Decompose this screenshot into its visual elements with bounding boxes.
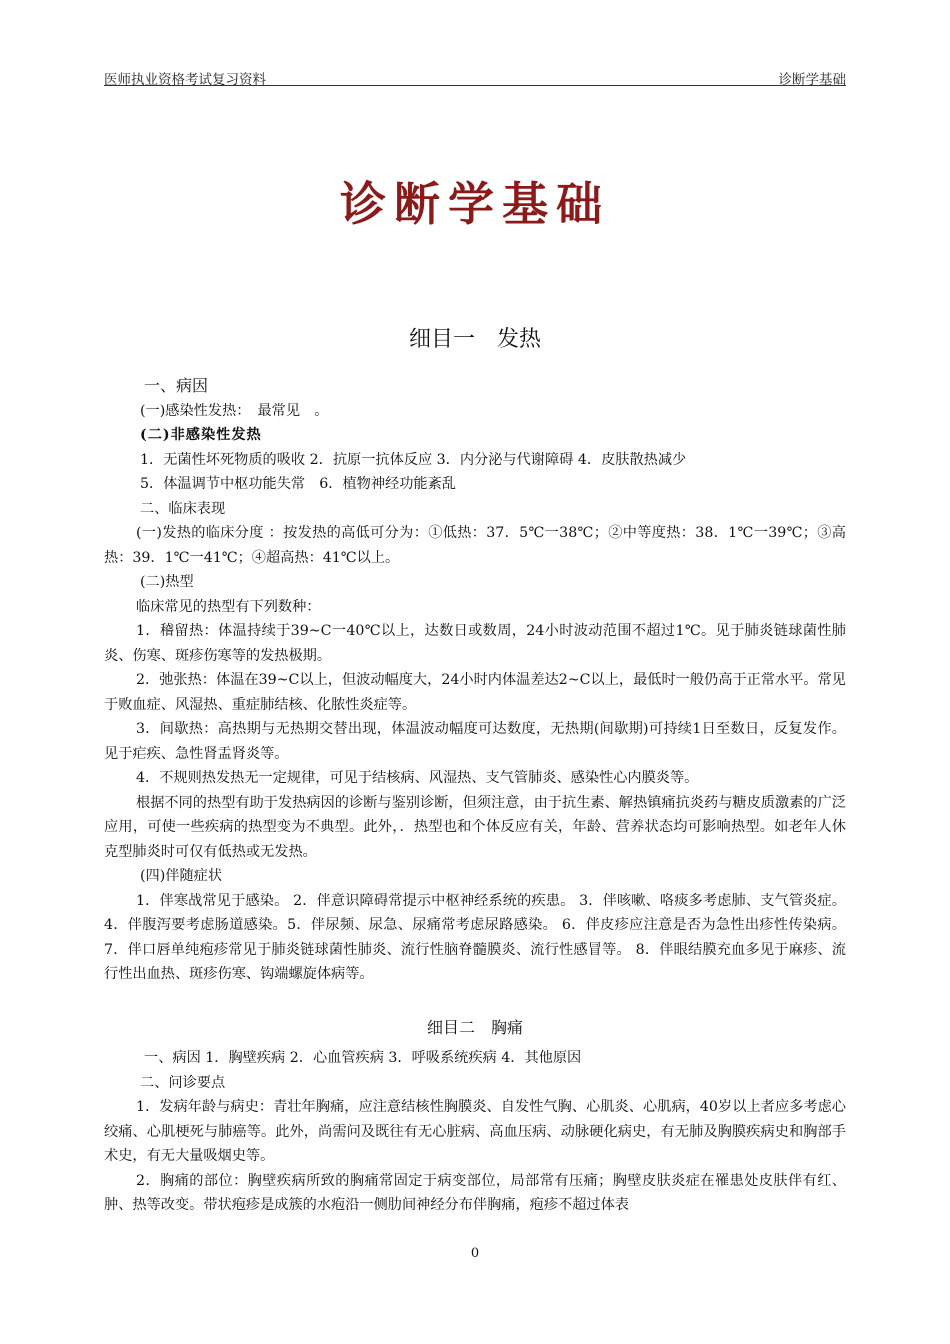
section-chest-pain-body [104,1046,846,1218]
chest-pain-etiology: 一、病因 1．胸壁疾病 2．心血管疾病 3．呼吸系统疾病 4．其他原因 [144,1050,582,1066]
inquiry-point-2: 2．胸痛的部位：胸壁疾病所致的胸痛常固定于病变部位，局部常有压痛；胸壁皮肤炎症在罹患处皮肤伴有红、肿、热等改变。带状疱疹是成簇的水疱沿一侧肋间神经分布伴胸痛，疱疹不超过体表 [104,1172,846,1213]
document-title: 诊断学基础 [340,177,610,231]
page-number: 0 [470,1246,480,1261]
fever-type-4: 4．不规则热发热无一定规律，可见于结核病、风湿热、支气管肺炎、感染性心内膜炎等。 [136,770,699,786]
fever-type-1: 1．稽留热：体温持续于39~C一40℃以上，达数日或数周，24小时波动范围不超过1℃。见于肺炎链球菌性肺炎、伤寒、斑疹伤寒等的发热极期。 [104,623,846,664]
heading-etiology: 一、病因 [144,376,209,395]
page-header [104,64,846,86]
fever-type-note: 根据不同的热型有助于发热病因的诊断与鉴别诊断，但须注意，由于抗生素、解热镇痛抗炎药与糖皮质激素的广泛应用，可使一些疾病的热型变为不典型。此外，．热型也和个体反应有关，年龄、营养状态均可影响热型。如老年人休克型肺炎时可仅有低热或无发热。 [104,794,846,860]
fever-type-intro: 临床常见的热型有下列数种： [136,598,321,615]
header-left-text: 医师执业资格考试复习资料 [104,72,266,88]
heading-clinical: 二、临床表现 [140,500,226,517]
header-rule [104,85,846,86]
inquiry-point-1: 1．发病年龄与病史：青壮年胸痛，应注意结核性胸膜炎、自发性气胸、心肌炎、心肌病，40岁以上者应多考虑心绞痛、心肌梗死与肺癌等。此外，尚需问及既往有无心脏病、高血压病、动脉硬化病史，有无肺及胸膜疾病史和胸部手术史，有无大量吸烟史等。 [104,1099,846,1164]
subheading-symptoms: (四)伴随症状 [140,868,223,884]
heading-inquiry: 二、问诊要点 [140,1074,226,1091]
accompanying-symptoms: 1．伴寒战常见于感染。 2．伴意识障碍常提示中枢神经系统的疾患。 3．伴咳嗽、咯痰多考虑肺、支气管炎症。 4．伴腹泻要考虑肠道感染。5．伴尿频、尿急、尿痛常考虑尿路感染。 6．伴皮疹应注意是否为急性出疹性传染病。7．伴口唇单纯疱疹常见于肺炎链球菌性肺炎、流行性脑脊髓膜炎、流行性感冒等。 8．伴眼结膜充血多见于麻疹、流行性出血热、斑疹伤寒、钩端螺旋体病等。 [104,892,846,982]
fever-grading: (一)发热的临床分度 ：按发热的高低可分为：①低热：37．5℃一38℃；②中等度热：38．1℃一39℃；③高热：39．1℃一41℃；④超高热：41℃以上。 [104,525,846,566]
fever-type-2: 2．弛张热：体温在39~C以上，但波动幅度大，24小时内体温差达2~C以上，最低时一般仍高于正常水平。常见于败血症、风湿热、重症肺结核、化脓性炎症等。 [104,672,846,713]
section-title-fever: 细目一 发热 [408,327,541,352]
noninfectious-list-2: 5．体温调节中枢功能失常 6．植物神经功能紊乱 [140,476,456,492]
fever-type-3: 3．间歇热：高热期与无热期交替出现，体温波动幅度可达数度，无热期(间歇期)可持续1日至数日，反复发作。见于疟疾、急性肾盂肾炎等。 [104,721,846,762]
section-fever-body [104,374,846,987]
subheading-infectious: (一)感染性发热： 最常见 。 [140,402,329,419]
noninfectious-list-1: 1．无菌性坏死物质的吸收 2．抗原一抗体反应 3．内分泌与代谢障碍 4．皮肤散热减少 [140,451,687,468]
subheading-fever-type: (二)热型 [140,574,194,590]
section-title-chest-pain: 细目二 胸痛 [426,1018,523,1037]
subheading-noninfectious: (二)非感染性发热 [140,427,262,443]
header-right-text: 诊断学基础 [778,72,846,88]
